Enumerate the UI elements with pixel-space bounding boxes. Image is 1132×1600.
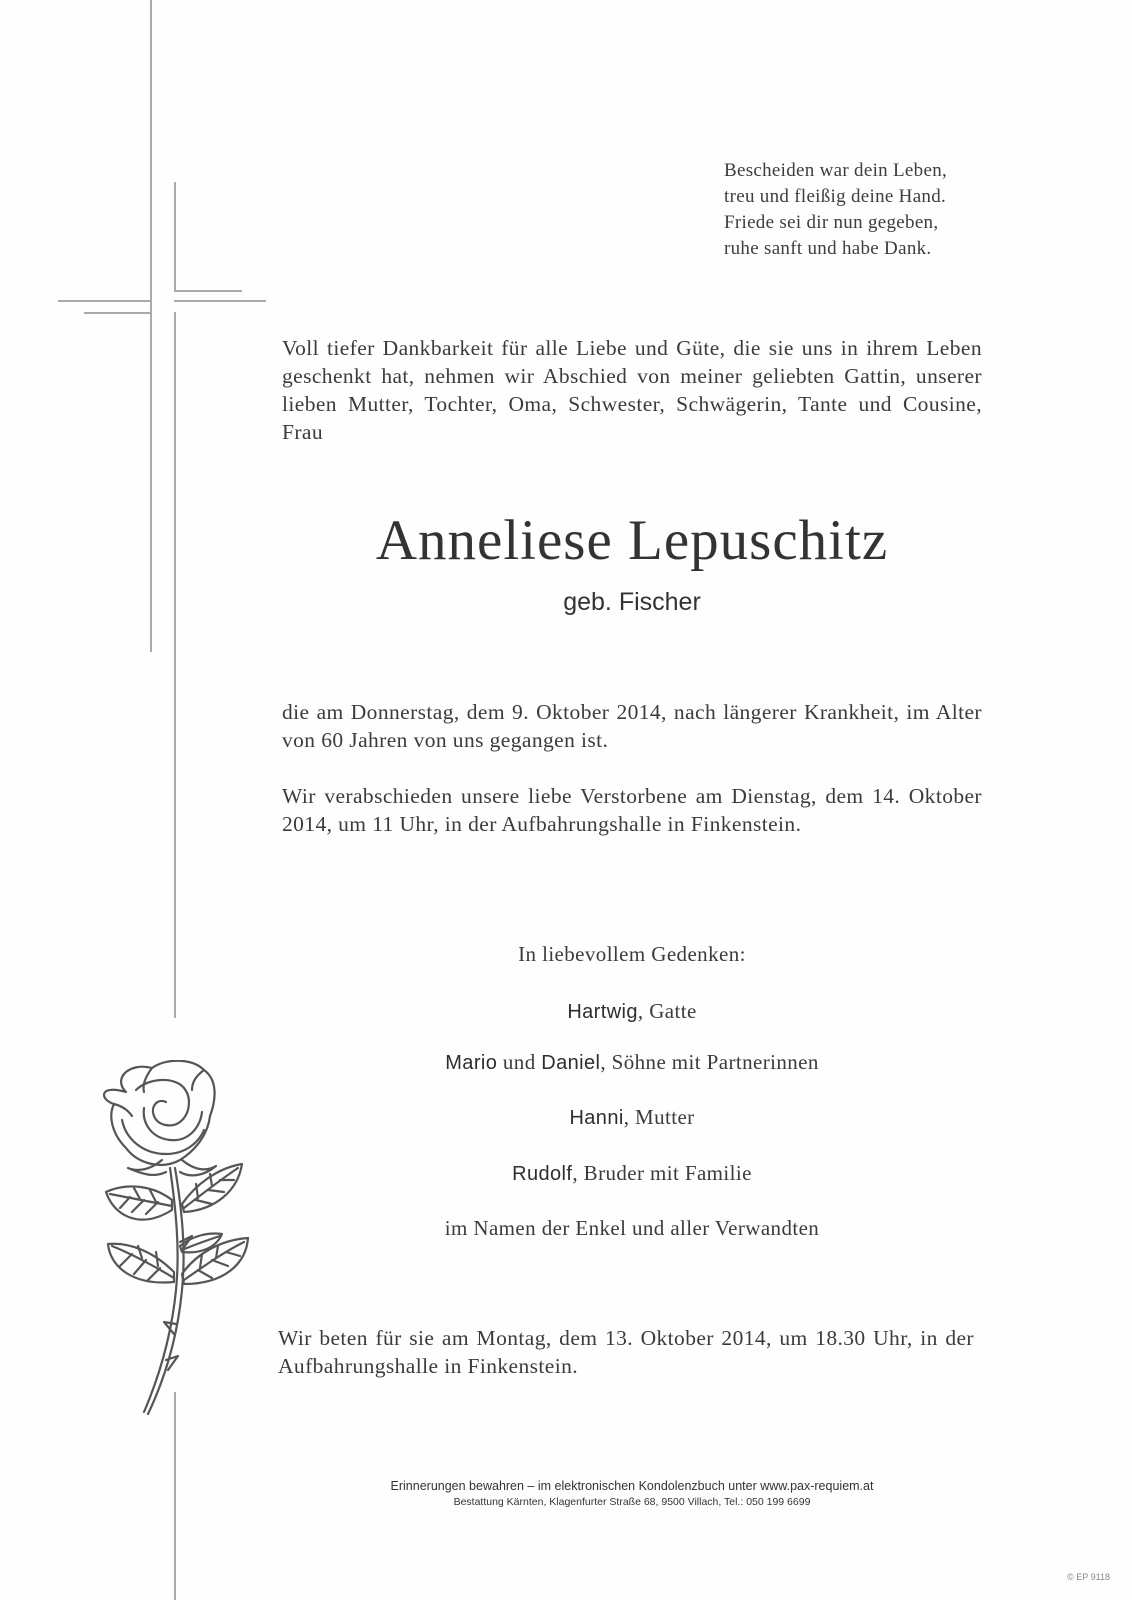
farewell-notice: Wir verabschieden unsere liebe Verstorbene am Dienstag, dem 14. Oktober 2014, um 11 Uhr, in der Aufbahrungshalle in Finkenstein. <box>282 784 982 836</box>
poem-line: Friede sei dir nun gegeben, <box>724 212 939 233</box>
mourner-relation: , Mutter <box>623 1105 695 1129</box>
deceased-name: Anneliese Lepuschitz <box>375 509 889 572</box>
footer-address: Bestattung Kärnten, Klagenfurter Straße 68, 9500 Villach, Tel.: 050 199 6699 <box>453 1496 811 1508</box>
mourner-entry <box>282 1105 982 1130</box>
cross-horizontal-line-bottom <box>84 312 150 314</box>
mourner-name: Daniel <box>541 1052 601 1074</box>
border-line-bottom <box>174 1392 176 1600</box>
maiden-name: geb. Fischer <box>563 588 701 616</box>
mourners-heading: In liebevollem Gedenken: <box>518 942 746 966</box>
cross-horizontal-line-top-right <box>174 290 242 292</box>
mourner-name: Mario <box>445 1052 498 1074</box>
death-notice: die am Donnerstag, dem 9. Oktober 2014, nach längerer Krankheit, im Alter von 60 Jahren von uns gegangen ist. <box>282 700 982 752</box>
rose-icon <box>92 1060 272 1422</box>
poem-verse <box>724 158 947 262</box>
mourner-relation: , Söhne mit Partnerinnen <box>600 1050 819 1074</box>
mourner-relation: , Bruder mit Familie <box>572 1161 752 1185</box>
mourners-closing: im Namen der Enkel und aller Verwandten <box>444 1216 820 1240</box>
cross-vertical-line-left <box>150 0 152 652</box>
mourner-relation: , Gatte <box>637 999 697 1023</box>
mourner-name: Rudolf <box>512 1163 573 1185</box>
mourner-entry <box>282 1161 982 1186</box>
mourner-joiner: und <box>497 1050 542 1074</box>
mourner-entry <box>282 999 982 1024</box>
form-code: © EP 9118 <box>1067 1572 1110 1582</box>
cross-horizontal-line-top-far <box>174 300 266 302</box>
poem-line: ruhe sanft und habe Dank. <box>724 238 932 259</box>
mourner-entry <box>282 1050 982 1075</box>
prayer-notice: Wir beten für sie am Montag, dem 13. Oktober 2014, um 18.30 Uhr, in der Aufbahrungshalle in Finkenstein. <box>278 1326 974 1378</box>
poem-line: Bescheiden war dein Leben, <box>724 160 948 181</box>
cross-vertical-line-long <box>174 312 176 1018</box>
intro-paragraph: Voll tiefer Dankbarkeit für alle Liebe und Güte, die sie uns in ihrem Leben geschenkt hat, nehmen wir Abschied von meiner geliebten Gattin, unserer lieben Mutter, Tochter, Oma, Schwester, Schwägerin, Tante und Cousine, Frau <box>282 336 982 444</box>
cross-vertical-line-right <box>174 182 176 290</box>
footer-condolence-link: Erinnerungen bewahren – im elektronischen Kondolenzbuch unter www.pax-requiem.at <box>390 1479 874 1493</box>
cross-horizontal-line-top <box>58 300 150 302</box>
mourner-name: Hanni <box>569 1107 624 1129</box>
mourner-name: Hartwig <box>567 1001 638 1023</box>
poem-line: treu und fleißig deine Hand. <box>724 186 947 207</box>
